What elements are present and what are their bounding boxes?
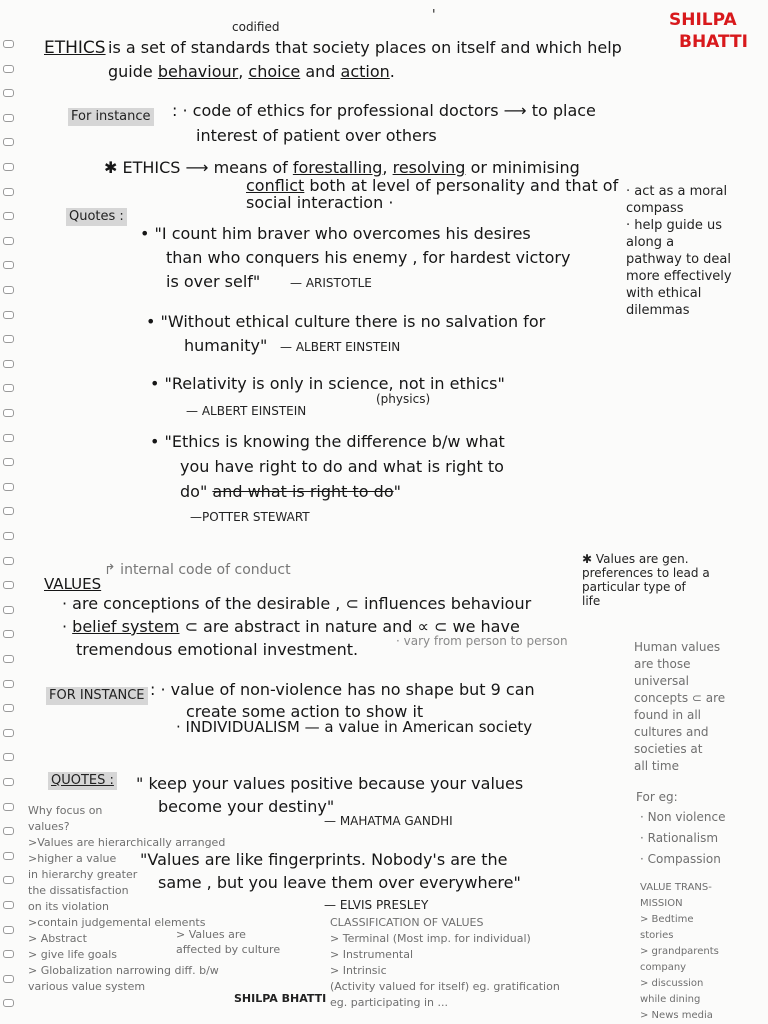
quotes2-label: QUOTES : xyxy=(48,772,117,790)
binding-hole xyxy=(3,507,14,515)
binding-hole xyxy=(3,901,14,909)
side-note-line: · act as a moral xyxy=(626,184,728,199)
values-instance-line3: · INDIVIDUALISM — a value in American society xyxy=(176,718,533,736)
author-name-line2: BHATTI xyxy=(679,32,748,52)
value-trans-line: > grandparents xyxy=(640,946,719,957)
binding-hole xyxy=(3,950,14,958)
physics-note: (physics) xyxy=(376,392,431,406)
binding-hole xyxy=(3,483,14,491)
ethics-star-line1 xyxy=(104,158,580,177)
side-note-line: along a xyxy=(626,235,675,250)
why-values-line: Why focus on xyxy=(28,804,103,817)
binding-hole xyxy=(3,581,14,589)
example-line: · Rationalism xyxy=(640,831,719,845)
binding-hole xyxy=(3,999,14,1007)
values-instance-line1: : · value of non-violence has no shape but 9 can xyxy=(150,680,535,699)
quote-author-einstein1: — ALBERT EINSTEIN xyxy=(280,340,401,354)
binding-hole xyxy=(3,40,14,48)
choice-word: choice xyxy=(248,62,301,81)
values-bullet3: tremendous emotional investment. xyxy=(76,640,359,659)
quote-author-stewart: —POTTER STEWART xyxy=(190,510,310,524)
side-note-line: more effectively xyxy=(626,269,732,284)
binding-hole xyxy=(3,827,14,835)
resolving-word: resolving xyxy=(392,158,466,177)
guide-word: guide xyxy=(108,62,153,81)
binding-hole xyxy=(3,212,14,220)
binding-hole xyxy=(3,138,14,146)
binding-hole xyxy=(3,803,14,811)
value-trans-line: MISSION xyxy=(640,898,683,909)
human-values-line: all time xyxy=(634,759,679,773)
binding-hole xyxy=(3,409,14,417)
binding-hole xyxy=(3,926,14,934)
binding-hole xyxy=(3,680,14,688)
value-trans-line: > News media xyxy=(640,1010,713,1021)
values-star-note-line: life xyxy=(582,594,601,608)
behaviour-word: behaviour xyxy=(157,62,239,81)
side-note-line: with ethical xyxy=(626,286,702,301)
binding-hole xyxy=(3,458,14,466)
quote-aristotle-line1: • "I count him braver who overcomes his desires xyxy=(140,224,531,243)
author-name-line1: SHILPA xyxy=(669,10,737,30)
period: . xyxy=(389,62,395,81)
quote-aristotle-line3: is over self" xyxy=(166,272,261,291)
why-values-line: >Values are hierarchically arranged xyxy=(28,836,226,849)
quote-stewart-line3 xyxy=(180,482,401,501)
human-values-line: cultures and xyxy=(634,725,709,739)
why-values-line: on its violation xyxy=(28,900,109,913)
quote-author-einstein2: — ALBERT EINSTEIN xyxy=(186,404,307,418)
quote-einstein1-line2: humanity" xyxy=(184,336,268,355)
star-prefix: ✱ ETHICS ⟶ means of xyxy=(104,158,288,177)
vary-note: · vary from person to person xyxy=(396,634,568,648)
side-note-line: · help guide us xyxy=(626,218,722,233)
and-word: and xyxy=(305,62,336,81)
side-note-line: compass xyxy=(626,201,684,216)
instance-line1: : · code of ethics for professional doctors ⟶ to place xyxy=(172,101,596,120)
ethics-heading: ETHICS xyxy=(44,38,106,58)
binding-hole xyxy=(3,163,14,171)
binding-hole xyxy=(3,89,14,97)
for-instance-label: For instance xyxy=(68,108,154,126)
binding-hole xyxy=(3,286,14,294)
ethics-star-line3: social interaction · xyxy=(246,193,394,212)
binding-hole xyxy=(3,630,14,638)
binding-hole xyxy=(3,384,14,392)
values-instance-line2: create some action to show it xyxy=(186,702,424,721)
quote-stewart-close: " xyxy=(393,482,401,501)
value-trans-line: company xyxy=(640,962,687,973)
values-for-instance-label: FOR INSTANCE xyxy=(46,687,148,705)
binding-hole xyxy=(3,876,14,884)
binding-hole xyxy=(3,65,14,73)
binding-hole xyxy=(3,704,14,712)
binding-hole xyxy=(3,852,14,860)
footer-author: SHILPA BHATTI xyxy=(234,992,327,1005)
quote-aristotle-line2: than who conquers his enemy , for hardest victory xyxy=(166,248,571,267)
ethics-definition-line2 xyxy=(108,62,395,81)
why-values-line: > Abstract xyxy=(28,932,87,945)
classification-line: eg. participating in ... xyxy=(330,996,449,1009)
comma: , xyxy=(238,62,244,81)
examples-label: For eg: xyxy=(636,790,678,804)
human-values-line: concepts ⊂ are xyxy=(634,691,726,705)
binding-hole xyxy=(3,557,14,565)
why-values-line: in hierarchy greater xyxy=(28,868,138,881)
binding-hole xyxy=(3,729,14,737)
instance-line2: interest of patient over others xyxy=(196,126,437,145)
value-trans-line: VALUE TRANS- xyxy=(640,882,712,893)
why-values-line: > Globalization narrowing diff. b/w xyxy=(28,964,219,977)
binding-hole xyxy=(3,311,14,319)
classification-line: (Activity valued for itself) eg. gratification xyxy=(330,980,560,993)
side-note-line: pathway to deal xyxy=(626,252,731,267)
forestalling-word: forestalling xyxy=(292,158,383,177)
side-note-line: dilemmas xyxy=(626,303,690,318)
binding-hole xyxy=(3,114,14,122)
binding-hole xyxy=(3,360,14,368)
why-values-line: various value system xyxy=(28,980,146,993)
human-values-line: Human values xyxy=(634,640,721,654)
binding-hole xyxy=(3,532,14,540)
quote-stewart-line2: you have right to do and what is right to xyxy=(180,457,504,476)
values-subtitle: ↱ internal code of conduct xyxy=(104,562,291,578)
binding-hole xyxy=(3,778,14,786)
quote-einstein2-line1: • "Relativity is only in science, not in ethics" xyxy=(150,374,505,393)
stray-mark: ' xyxy=(432,8,436,23)
presley-quote-line1: "Values are like fingerprints. Nobody's are the xyxy=(140,850,508,869)
binding-hole xyxy=(3,434,14,442)
star-line2-rest: both at level of personality and that of xyxy=(309,176,619,195)
human-values-line: universal xyxy=(634,674,689,688)
binding-hole xyxy=(3,237,14,245)
values-heading: VALUES xyxy=(44,575,102,593)
classification-line: > Intrinsic xyxy=(330,964,387,977)
binding-hole xyxy=(3,975,14,983)
action-word: action xyxy=(340,62,390,81)
classification-line: CLASSIFICATION OF VALUES xyxy=(330,916,484,929)
values-star-note-line: preferences to lead a xyxy=(582,566,710,580)
value-trans-line: stories xyxy=(640,930,674,941)
values-star-note-line: ✱ Values are gen. xyxy=(582,552,689,566)
conflict-word: conflict xyxy=(246,176,305,195)
binding-hole xyxy=(3,606,14,614)
human-values-line: societies at xyxy=(634,742,703,756)
classification-line: > Terminal (Most imp. for individual) xyxy=(330,932,531,945)
quote-einstein1-line1: • "Without ethical culture there is no salvation for xyxy=(146,312,546,331)
values-star-note-line: particular type of xyxy=(582,580,686,594)
quotes-label: Quotes : xyxy=(66,208,127,226)
example-line: · Compassion xyxy=(640,852,721,866)
classification-line: > Instrumental xyxy=(330,948,414,961)
human-values-line: are those xyxy=(634,657,691,671)
value-trans-line: > Bedtime xyxy=(640,914,694,925)
quote-author-aristotle: — ARISTOTLE xyxy=(290,276,372,290)
quote-stewart-line1: • "Ethics is knowing the difference b/w what xyxy=(150,432,505,451)
human-values-line: found in all xyxy=(634,708,701,722)
why-values-line: the dissatisfaction xyxy=(28,884,129,897)
why-values-line: >contain judgemental elements xyxy=(28,916,206,929)
quote-author-presley: — ELVIS PRESLEY xyxy=(324,898,429,912)
value-trans-line: while dining xyxy=(640,994,701,1005)
bullet2-rest: ⊂ are abstract in nature and ∝ ⊂ we have xyxy=(184,617,520,636)
value-trans-line: > discussion xyxy=(640,978,704,989)
why-values-line: >higher a value xyxy=(28,852,117,865)
struck-text: and what is right to do xyxy=(212,482,394,501)
minimising-text: or minimising xyxy=(470,158,580,177)
culture-note-line: > Values are xyxy=(176,928,246,941)
gandhi-quote-line1: " keep your values positive because your values xyxy=(136,774,524,793)
binding-hole xyxy=(3,335,14,343)
quote-stewart-do: do" xyxy=(180,482,208,501)
quote-author-gandhi: — MAHATMA GANDHI xyxy=(324,814,453,828)
values-bullet2: · belief system ⊂ are abstract in nature and ∝ ⊂ we have xyxy=(62,617,520,636)
why-values-line: > give life goals xyxy=(28,948,118,961)
spiral-binding xyxy=(0,0,16,1024)
binding-hole xyxy=(3,655,14,663)
belief-system-word: belief system xyxy=(72,617,180,636)
comma: , xyxy=(382,158,388,177)
why-values-line: values? xyxy=(28,820,70,833)
values-bullet1: · are conceptions of the desirable , ⊂ influences behaviour xyxy=(62,594,532,613)
ethics-definition-line1: is a set of standards that society places on itself and which help xyxy=(108,38,622,57)
binding-hole xyxy=(3,188,14,196)
caret-insert-word: codified xyxy=(232,20,280,34)
gandhi-quote-line2: become your destiny" xyxy=(158,797,335,816)
binding-hole xyxy=(3,753,14,761)
binding-hole xyxy=(3,261,14,269)
culture-note-line: affected by culture xyxy=(176,943,281,956)
example-line: · Non violence xyxy=(640,810,726,824)
presley-quote-line2: same , but you leave them over everywhere" xyxy=(158,873,521,892)
